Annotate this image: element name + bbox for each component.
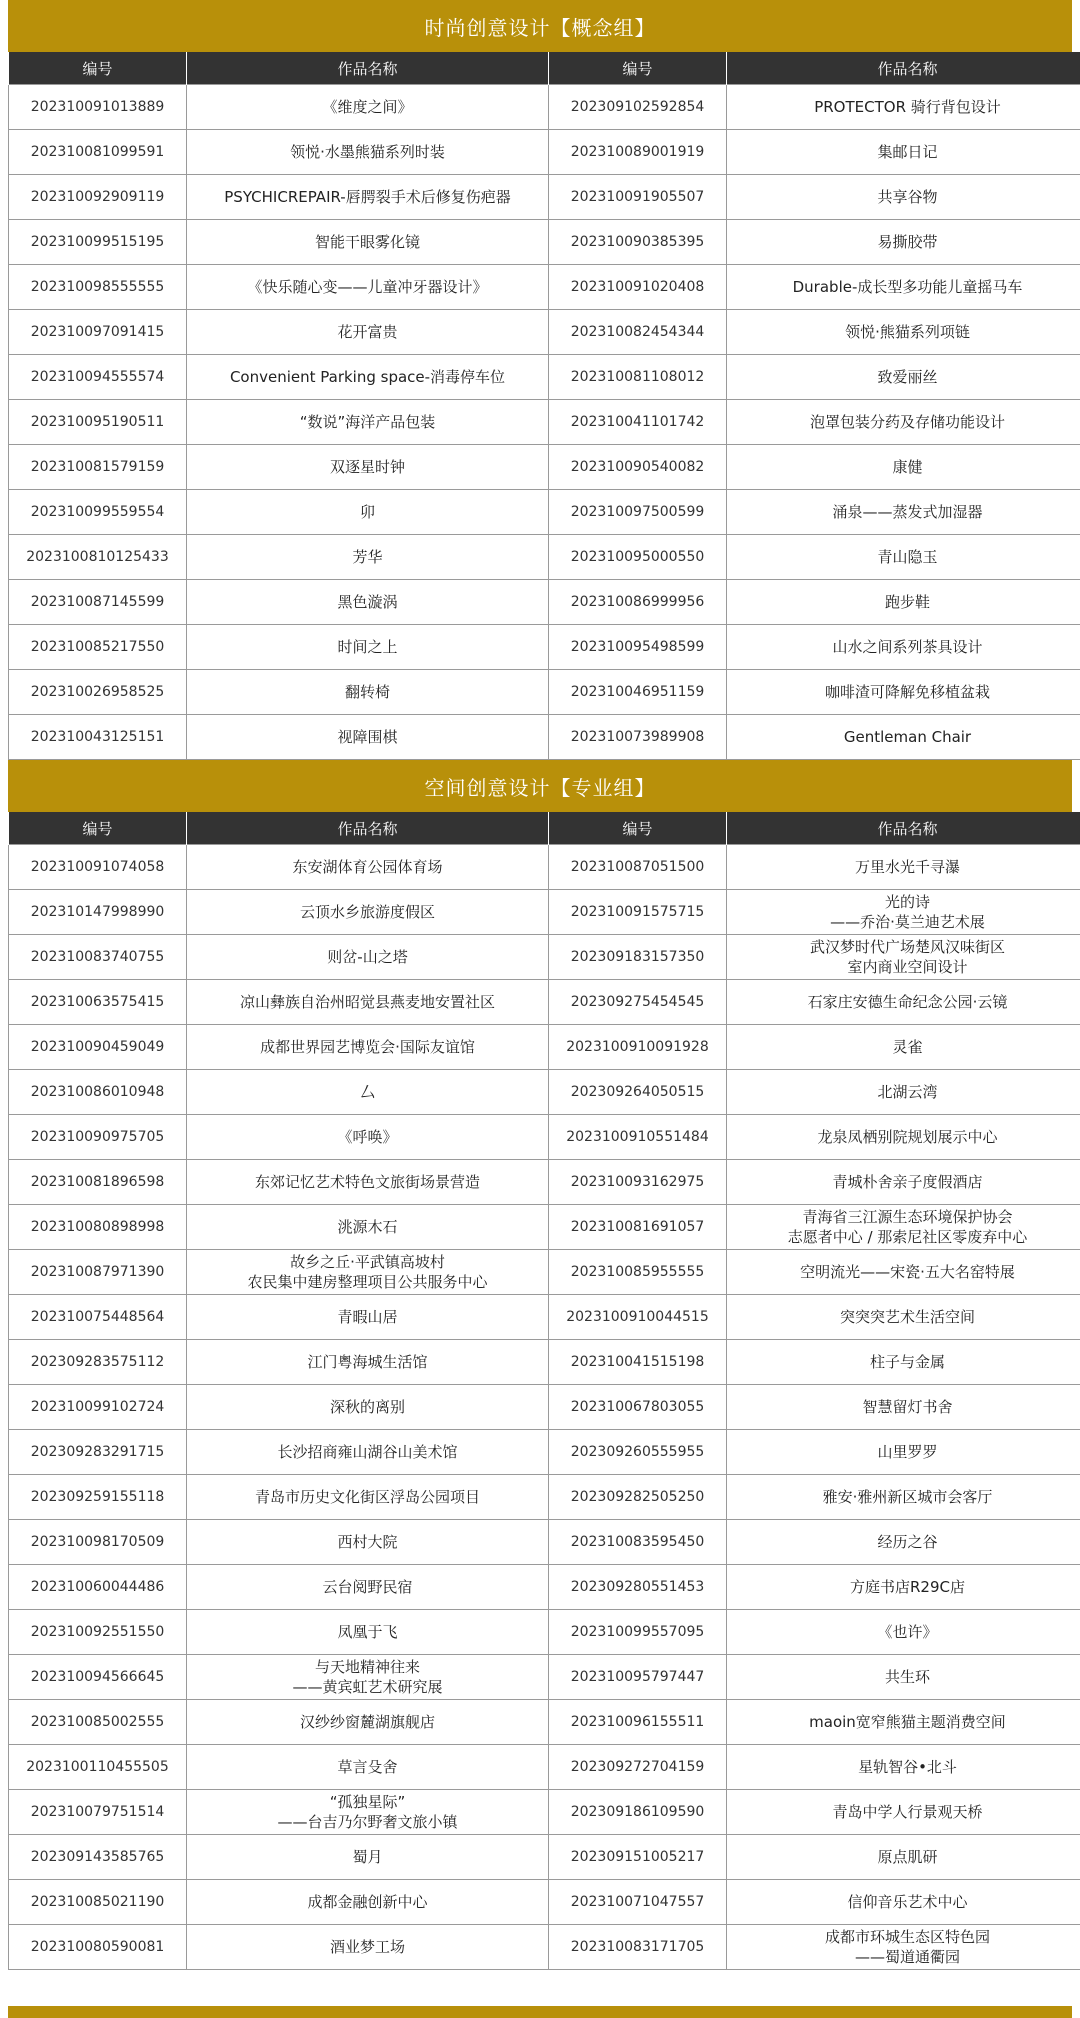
table-row (9, 625, 1080, 670)
entry-id-cell: 202310091905507 (549, 175, 727, 220)
entry-name-cell: 青岛中学人行景观天桥 (727, 1790, 1080, 1835)
entry-name-cell: 突突突艺术生活空间 (727, 1295, 1080, 1340)
entry-name-cell: 石家庄安德生命纪念公园·云镜 (727, 980, 1080, 1025)
section-title: 空间创意设计【专业组】 (8, 760, 1072, 812)
entry-id-cell: 2023100910044515 (549, 1295, 727, 1340)
entry-id-cell: 202310095498599 (549, 625, 727, 670)
entry-id-cell: 202310082454344 (549, 310, 727, 355)
entry-id-cell: 202310085021190 (9, 1880, 187, 1925)
entry-id-cell: 202310067803055 (549, 1385, 727, 1430)
header-id: 编号 (549, 812, 727, 845)
entry-name-cell: 云顶水乡旅游度假区 (187, 890, 549, 935)
entry-name-cell: 致爱丽丝 (727, 355, 1080, 400)
entry-id-cell: 202310090459049 (9, 1025, 187, 1070)
entry-name-cell: 咖啡渣可降解免移植盆栽 (727, 670, 1080, 715)
header-id: 编号 (549, 52, 727, 85)
entry-name-cell: 酒业梦工场 (187, 1925, 549, 1970)
entry-name-cell: 青山隐玉 (727, 535, 1080, 580)
table-header-row (9, 812, 1080, 845)
entry-id-cell: 202310087051500 (549, 845, 727, 890)
entry-id-cell: 202310098555555 (9, 265, 187, 310)
entry-name-cell: 领悦·熊猫系列项链 (727, 310, 1080, 355)
entry-name-cell: 智能干眼雾化镜 (187, 220, 549, 265)
entry-name-cell: 东安湖体育公园体育场 (187, 845, 549, 890)
entry-name-cell: Durable-成长型多功能儿童摇马车 (727, 265, 1080, 310)
entry-id-cell: 202310090540082 (549, 445, 727, 490)
table-row (9, 535, 1080, 580)
entry-id-cell: 202310090385395 (549, 220, 727, 265)
entry-id-cell: 202310091575715 (549, 890, 727, 935)
entry-id-cell: 202310147998990 (9, 890, 187, 935)
entry-name-cell: 成都世界园艺博览会·国际友谊馆 (187, 1025, 549, 1070)
entry-name-cell: 凤凰于飞 (187, 1610, 549, 1655)
entry-id-cell: 202310099557095 (549, 1610, 727, 1655)
table-row (9, 1295, 1080, 1340)
entry-name-cell: 山水之间系列茶具设计 (727, 625, 1080, 670)
entry-name-cell: PROTECTOR 骑行背包设计 (727, 85, 1080, 130)
entry-id-cell: 202310096155511 (549, 1700, 727, 1745)
entry-id-cell: 202310087145599 (9, 580, 187, 625)
entry-id-cell: 202310095190511 (9, 400, 187, 445)
table-row (9, 1610, 1080, 1655)
entry-id-cell: 202310080590081 (9, 1925, 187, 1970)
header-id: 编号 (9, 52, 187, 85)
table-row (9, 1565, 1080, 1610)
table-row (9, 1025, 1080, 1070)
entry-name-cell: 厶 (187, 1070, 549, 1115)
entry-name-cell: 翻转椅 (187, 670, 549, 715)
entry-id-cell: 202310093162975 (549, 1160, 727, 1205)
entry-id-cell: 202310041515198 (549, 1340, 727, 1385)
entry-id-cell: 202310089001919 (549, 130, 727, 175)
entry-id-cell: 202309143585765 (9, 1835, 187, 1880)
entry-name-cell: 信仰音乐艺术中心 (727, 1880, 1080, 1925)
section-space-professional (8, 760, 1072, 1970)
entry-id-cell: 202310080898998 (9, 1205, 187, 1250)
table-row (9, 1700, 1080, 1745)
entry-id-cell: 202310094566645 (9, 1655, 187, 1700)
entry-id-cell: 202310087971390 (9, 1250, 187, 1295)
table-header-row (9, 52, 1080, 85)
entry-name-cell: 则岔-山之塔 (187, 935, 549, 980)
table-row (9, 490, 1080, 535)
entry-name-cell: 《维度之间》 (187, 85, 549, 130)
entry-id-cell: 202309264050515 (549, 1070, 727, 1115)
entry-id-cell: 202310081099591 (9, 130, 187, 175)
entry-name-cell: 《快乐随心变——儿童冲牙器设计》 (187, 265, 549, 310)
entry-id-cell: 202309283291715 (9, 1430, 187, 1475)
entry-id-cell: 202309151005217 (549, 1835, 727, 1880)
entry-id-cell: 202310091074058 (9, 845, 187, 890)
entry-name-cell: 共生环 (727, 1655, 1080, 1700)
entry-name-cell: 星轨智谷•北斗 (727, 1745, 1080, 1790)
table-body (9, 85, 1080, 760)
table-row (9, 935, 1080, 980)
table-row (9, 1520, 1080, 1565)
entry-id-cell: 202309280551453 (549, 1565, 727, 1610)
entry-name-cell: 方庭书店R29C店 (727, 1565, 1080, 1610)
table-row (9, 1475, 1080, 1520)
entry-id-cell: 2023100910551484 (549, 1115, 727, 1160)
entry-id-cell: 202309186109590 (549, 1790, 727, 1835)
entry-name-cell: 《也许》 (727, 1610, 1080, 1655)
results-table (8, 812, 1080, 1970)
table-row (9, 1385, 1080, 1430)
entry-name-cell: 泡罩包装分药及存储功能设计 (727, 400, 1080, 445)
table-row (9, 980, 1080, 1025)
entry-id-cell: 202310099102724 (9, 1385, 187, 1430)
entry-name-cell: 经历之谷 (727, 1520, 1080, 1565)
entry-name-cell: maoin宽窄熊猫主题消费空间 (727, 1700, 1080, 1745)
entry-id-cell: 202310086999956 (549, 580, 727, 625)
entry-id-cell: 2023100810125433 (9, 535, 187, 580)
entry-name-cell: PSYCHICREPAIR-唇腭裂手术后修复伤疤器 (187, 175, 549, 220)
entry-name-cell: 汉纱纱窗麓湖旗舰店 (187, 1700, 549, 1745)
entry-id-cell: 202310099559554 (9, 490, 187, 535)
table-row (9, 670, 1080, 715)
bottom-accent-bar (8, 2006, 1072, 2018)
entry-id-cell: 202310091020408 (549, 265, 727, 310)
section-title: 时尚创意设计【概念组】 (8, 0, 1072, 52)
entry-id-cell: 2023100110455505 (9, 1745, 187, 1790)
entry-name-cell: 集邮日记 (727, 130, 1080, 175)
entry-id-cell: 202310060044486 (9, 1565, 187, 1610)
entry-name-cell: 凉山彝族自治州昭觉县燕麦地安置社区 (187, 980, 549, 1025)
entry-name-cell: 视障围棋 (187, 715, 549, 760)
entry-name-cell: 共享谷物 (727, 175, 1080, 220)
entry-id-cell: 202309272704159 (549, 1745, 727, 1790)
table-row (9, 715, 1080, 760)
entry-id-cell: 202310085217550 (9, 625, 187, 670)
table-row (9, 1655, 1080, 1700)
entry-id-cell: 202309282505250 (549, 1475, 727, 1520)
entry-name-cell: 云台阅野民宿 (187, 1565, 549, 1610)
table-row (9, 845, 1080, 890)
table-row (9, 1430, 1080, 1475)
results-table (8, 52, 1080, 760)
entry-name-cell: 花开富贵 (187, 310, 549, 355)
entry-name-cell: 康健 (727, 445, 1080, 490)
entry-id-cell: 202310085002555 (9, 1700, 187, 1745)
table-row (9, 1070, 1080, 1115)
entry-id-cell: 202310090975705 (9, 1115, 187, 1160)
header-id: 编号 (9, 812, 187, 845)
entry-name-cell: 时间之上 (187, 625, 549, 670)
entry-id-cell: 2023100910091928 (549, 1025, 727, 1070)
entry-id-cell: 202310098170509 (9, 1520, 187, 1565)
entry-id-cell: 202309283575112 (9, 1340, 187, 1385)
entry-name-cell: 空明流光——宋瓷·五大名窑特展 (727, 1250, 1080, 1295)
entry-name-cell: 龙泉凤栖别院规划展示中心 (727, 1115, 1080, 1160)
entry-id-cell: 202309102592854 (549, 85, 727, 130)
entry-id-cell: 202310092551550 (9, 1610, 187, 1655)
entry-name-cell: 长沙招商雍山湖谷山美术馆 (187, 1430, 549, 1475)
table-body (9, 845, 1080, 1970)
table-row (9, 1925, 1080, 1970)
entry-name-cell: Gentleman Chair (727, 715, 1080, 760)
table-row (9, 1205, 1080, 1250)
section-fashion-concept (8, 0, 1072, 760)
entry-name-cell: 卯 (187, 490, 549, 535)
entry-name-cell: 成都金融创新中心 (187, 1880, 549, 1925)
header-name: 作品名称 (727, 812, 1080, 845)
entry-name-cell: 蜀月 (187, 1835, 549, 1880)
entry-id-cell: 202310043125151 (9, 715, 187, 760)
entry-id-cell: 202310097091415 (9, 310, 187, 355)
table-row (9, 1115, 1080, 1160)
entry-id-cell: 202310094555574 (9, 355, 187, 400)
entry-id-cell: 202310079751514 (9, 1790, 187, 1835)
entry-id-cell: 202310083595450 (549, 1520, 727, 1565)
table-row (9, 1250, 1080, 1295)
entry-name-cell: 《呼唤》 (187, 1115, 549, 1160)
entry-id-cell: 202309183157350 (549, 935, 727, 980)
entry-name-cell: 光的诗 ——乔治·莫兰迪艺术展 (727, 890, 1080, 935)
table-row (9, 175, 1080, 220)
entry-id-cell: 202310041101742 (549, 400, 727, 445)
entry-name-cell: 智慧留灯书舍 (727, 1385, 1080, 1430)
entry-name-cell: 故乡之丘·平武镇高坡村 农民集中建房整理项目公共服务中心 (187, 1250, 549, 1295)
entry-name-cell: 与天地精神往来 ——黄宾虹艺术研究展 (187, 1655, 549, 1700)
entry-name-cell: 深秋的离别 (187, 1385, 549, 1430)
entry-name-cell: 青岛市历史文化街区浮岛公园项目 (187, 1475, 549, 1520)
table-row (9, 1835, 1080, 1880)
entry-id-cell: 202310081691057 (549, 1205, 727, 1250)
table-row (9, 1340, 1080, 1385)
table-row (9, 1790, 1080, 1835)
table-row (9, 355, 1080, 400)
entry-name-cell: 成都市环城生态区特色园 ——蜀道通衢园 (727, 1925, 1080, 1970)
entry-id-cell: 202310026958525 (9, 670, 187, 715)
entry-name-cell: 山里罗罗 (727, 1430, 1080, 1475)
entry-name-cell: 涌泉——蒸发式加湿器 (727, 490, 1080, 535)
entry-name-cell: Convenient Parking space-消毒停车位 (187, 355, 549, 400)
entry-id-cell: 202310095000550 (549, 535, 727, 580)
entry-name-cell: 洮源木石 (187, 1205, 549, 1250)
entry-id-cell: 202309259155118 (9, 1475, 187, 1520)
entry-name-cell: 芳华 (187, 535, 549, 580)
table-row (9, 220, 1080, 265)
entry-name-cell: 青暇山居 (187, 1295, 549, 1340)
entry-id-cell: 202310099515195 (9, 220, 187, 265)
entry-id-cell: 202310083740755 (9, 935, 187, 980)
entry-name-cell: 原点肌研 (727, 1835, 1080, 1880)
entry-id-cell: 202309260555955 (549, 1430, 727, 1475)
entry-name-cell: 灵雀 (727, 1025, 1080, 1070)
entry-id-cell: 202310081896598 (9, 1160, 187, 1205)
table-row (9, 130, 1080, 175)
entry-name-cell: 柱子与金属 (727, 1340, 1080, 1385)
entry-name-cell: 雅安·雅州新区城市会客厅 (727, 1475, 1080, 1520)
entry-id-cell: 202310081579159 (9, 445, 187, 490)
entry-id-cell: 202310091013889 (9, 85, 187, 130)
entry-id-cell: 202310097500599 (549, 490, 727, 535)
entry-id-cell: 202309275454545 (549, 980, 727, 1025)
entry-name-cell: “孤独星际” ——台吉乃尔野奢文旅小镇 (187, 1790, 549, 1835)
header-name: 作品名称 (187, 52, 549, 85)
entry-name-cell: 领悦·水墨熊猫系列时装 (187, 130, 549, 175)
entry-name-cell: 江门粤海城生活馆 (187, 1340, 549, 1385)
entry-name-cell: 万里水光千寻瀑 (727, 845, 1080, 890)
table-row (9, 1160, 1080, 1205)
table-row (9, 580, 1080, 625)
entry-name-cell: 西村大院 (187, 1520, 549, 1565)
table-row (9, 1880, 1080, 1925)
table-row (9, 445, 1080, 490)
entry-id-cell: 202310095797447 (549, 1655, 727, 1700)
entry-id-cell: 202310092909119 (9, 175, 187, 220)
entry-id-cell: 202310063575415 (9, 980, 187, 1025)
entry-id-cell: 202310081108012 (549, 355, 727, 400)
entry-id-cell: 202310075448564 (9, 1295, 187, 1340)
entry-name-cell: “数说”海洋产品包装 (187, 400, 549, 445)
entry-id-cell: 202310083171705 (549, 1925, 727, 1970)
header-name: 作品名称 (727, 52, 1080, 85)
entry-id-cell: 202310071047557 (549, 1880, 727, 1925)
entry-name-cell: 易撕胶带 (727, 220, 1080, 265)
entry-name-cell: 青城朴舍亲子度假酒店 (727, 1160, 1080, 1205)
entry-name-cell: 武汉梦时代广场楚风汉味街区 室内商业空间设计 (727, 935, 1080, 980)
entry-name-cell: 黑色漩涡 (187, 580, 549, 625)
table-row (9, 85, 1080, 130)
entry-id-cell: 202310085955555 (549, 1250, 727, 1295)
entry-name-cell: 北湖云湾 (727, 1070, 1080, 1115)
table-row (9, 890, 1080, 935)
entry-id-cell: 202310086010948 (9, 1070, 187, 1115)
entry-name-cell: 草言殳舍 (187, 1745, 549, 1790)
table-row (9, 1745, 1080, 1790)
entry-id-cell: 202310046951159 (549, 670, 727, 715)
entry-name-cell: 双逐星时钟 (187, 445, 549, 490)
header-name: 作品名称 (187, 812, 549, 845)
table-row (9, 400, 1080, 445)
table-row (9, 310, 1080, 355)
entry-id-cell: 202310073989908 (549, 715, 727, 760)
entry-name-cell: 跑步鞋 (727, 580, 1080, 625)
entry-name-cell: 青海省三江源生态环境保护协会 志愿者中心 / 那索尼社区零废弃中心 (727, 1205, 1080, 1250)
table-row (9, 265, 1080, 310)
entry-name-cell: 东郊记忆艺术特色文旅街场景营造 (187, 1160, 549, 1205)
